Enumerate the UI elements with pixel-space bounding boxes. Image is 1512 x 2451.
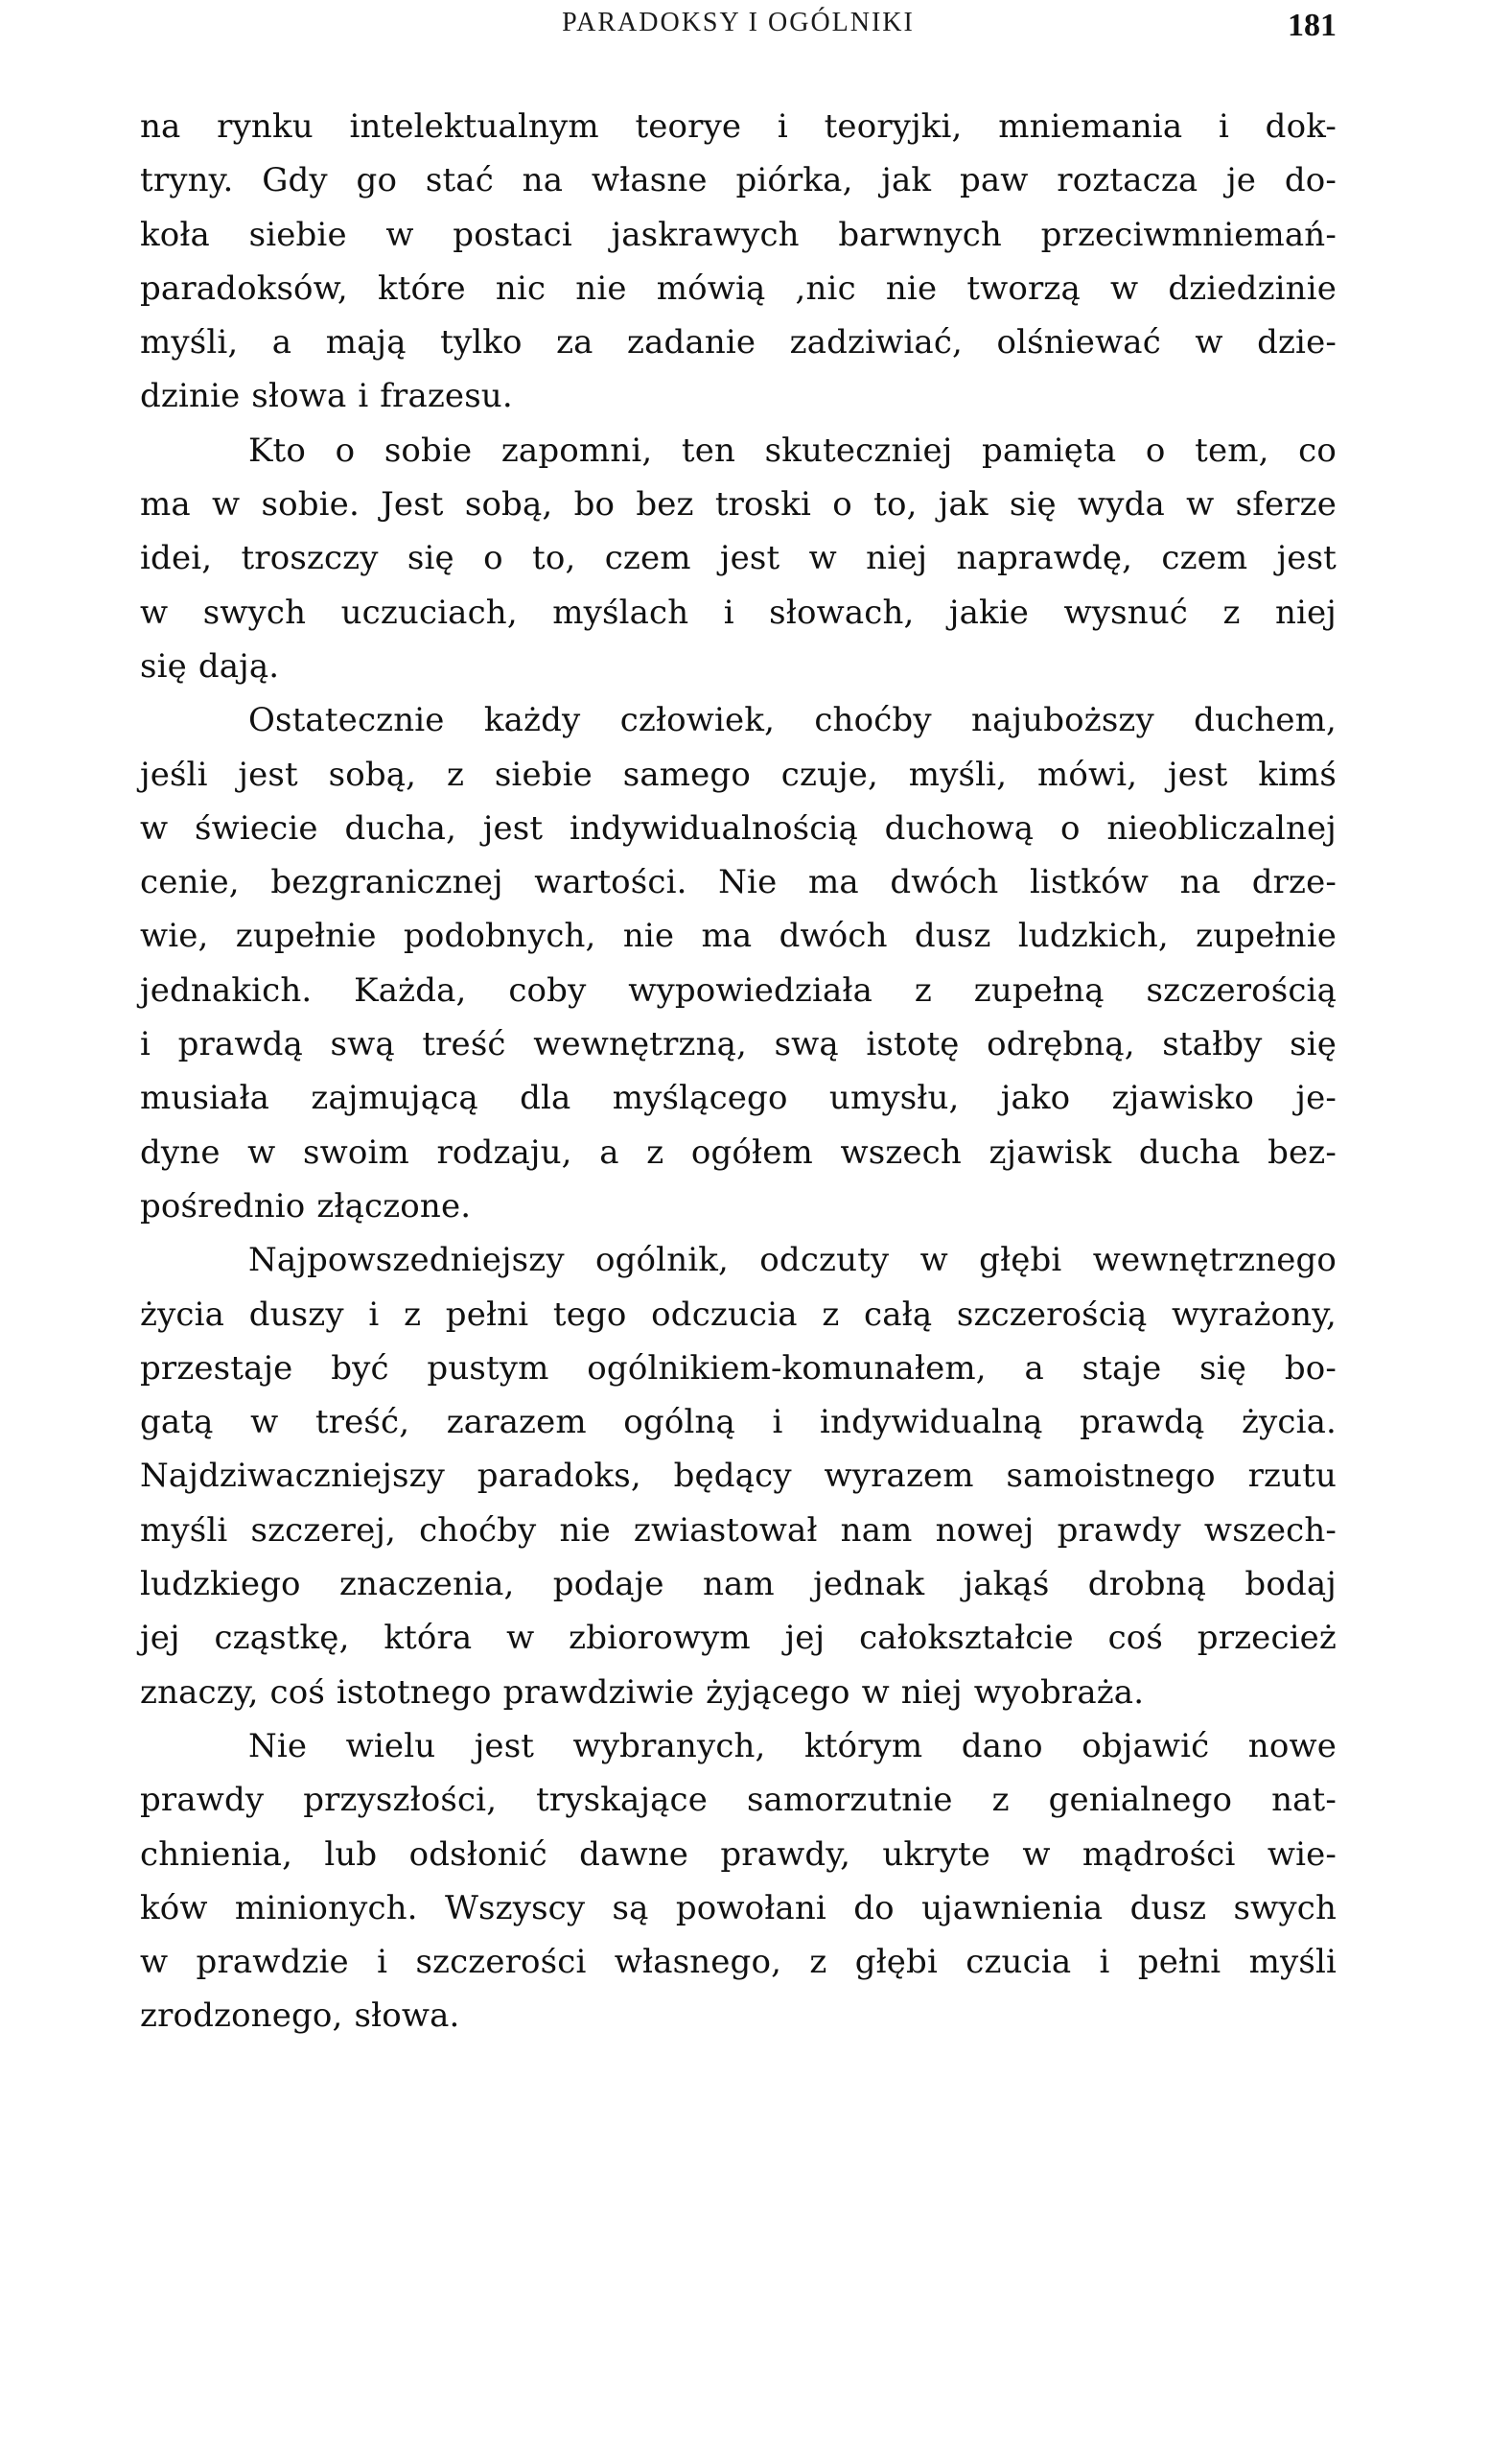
- paragraph-1: [140, 100, 1337, 424]
- text-line: jednakich. Każda, coby wypowiedziała z zupełną szczerością: [140, 970, 1337, 1010]
- text-line: myśli, a mają tylko za zadanie zadziwiać, olśniewać w dzie-: [140, 323, 1337, 362]
- text-line: prawdy przyszłości, tryskające samorzutnie z genialnego nat-: [140, 1781, 1337, 1820]
- text-line: jeśli jest sobą, z siebie samego czuje, myśli, mówi, jest kimś: [140, 755, 1337, 794]
- body-text: [140, 100, 1337, 2043]
- text-line: paradoksów, które nic nie mówią ,nic nie tworzą w dziedzinie: [140, 268, 1337, 308]
- text-line: koła siebie w postaci jaskrawych barwnych przeciwmniemań-: [140, 215, 1337, 254]
- paragraph-2: [140, 424, 1337, 693]
- text-line: ma w sobie. Jest sobą, bo bez troski o to, jak się wyda w sferze: [140, 485, 1337, 525]
- text-line: cenie, bezgranicznej wartości. Nie ma dwóch listków na drze-: [140, 863, 1337, 902]
- text-line: tryny. Gdy go stać na własne piórka, jak paw roztacza je do-: [140, 161, 1337, 200]
- text-line: w swych uczuciach, myślach i słowach, jakie wysnuć z niej: [140, 593, 1337, 632]
- running-title: PARADOKSY I OGÓLNIKI: [562, 8, 915, 37]
- text-line: się dają.: [140, 646, 280, 686]
- text-line: dzinie słowa i frazesu.: [140, 377, 513, 416]
- text-line: dyne w swoim rodzaju, a z ogółem wszech zjawisk ducha bez-: [140, 1132, 1337, 1172]
- text-line: Najpowszedniejszy ogólnik, odczuty w głębi wewnętrznego: [248, 1241, 1337, 1280]
- text-line: w świecie ducha, jest indywidualnością duchową o nieobliczalnej: [140, 808, 1337, 848]
- text-line: życia duszy i z pełni tego odczucia z całą szczerością wyrażony,: [140, 1295, 1337, 1334]
- text-line: myśli szczerej, choćby nie zwiastował nam nowej prawdy wszech-: [140, 1510, 1337, 1550]
- text-line: idei, troszczy się o to, czem jest w niej naprawdę, czem jest: [140, 539, 1337, 578]
- text-line: ludzkiego znaczenia, podaje nam jednak jakąś drobną bodaj: [140, 1565, 1337, 1604]
- text-line: przestaje być pustym ogólnikiem-komunałem, a staje się bo-: [140, 1348, 1337, 1388]
- text-line: gatą w treść, zarazem ogólną i indywidualną prawdą życia.: [140, 1403, 1337, 1442]
- paragraph-5: [140, 1719, 1337, 2043]
- paragraph-3: [140, 693, 1337, 1233]
- text-line: musiała zajmującą dla myślącego umysłu, jako zjawisko je-: [140, 1079, 1337, 1118]
- text-line: chnienia, lub odsłonić dawne prawdy, ukryte w mądrości wie-: [140, 1834, 1337, 1874]
- page-number: 181: [1288, 8, 1337, 43]
- text-line: jej cząstkę, która w zbiorowym jej całokształcie coś przecież: [140, 1619, 1337, 1658]
- text-line: na rynku intelektualnym teorye i teoryjki, mniemania i dok-: [140, 107, 1337, 146]
- text-line: Nie wielu jest wybranych, którym dano objawić nowe: [248, 1726, 1337, 1765]
- page-header: [140, 8, 1337, 54]
- text-line: wie, zupełnie podobnych, nie ma dwóch dusz ludzkich, zupełnie: [140, 917, 1337, 956]
- paragraph-4: [140, 1233, 1337, 1719]
- text-line: Najdziwaczniejszy paradoks, będący wyrazem samoistnego rzutu: [140, 1457, 1337, 1496]
- text-line: znaczy, coś istotnego prawdziwie żyjącego w niej wyobraża.: [140, 1672, 1145, 1712]
- text-line: Kto o sobie zapomni, ten skuteczniej pamięta o tem, co: [248, 431, 1337, 470]
- text-line: zrodzonego, słowa.: [140, 1996, 460, 2036]
- text-line: Ostatecznie każdy człowiek, choćby najuboższy duchem,: [248, 701, 1337, 740]
- text-line: ków minionych. Wszyscy są powołani do ujawnienia dusz swych: [140, 1888, 1337, 1927]
- text-line: pośrednio złączone.: [140, 1186, 472, 1226]
- text-line: i prawdą swą treść wewnętrzną, swą istotę odrębną, stałby się: [140, 1025, 1337, 1064]
- text-line: w prawdzie i szczerości własnego, z głębi czucia i pełni myśli: [140, 1943, 1337, 1982]
